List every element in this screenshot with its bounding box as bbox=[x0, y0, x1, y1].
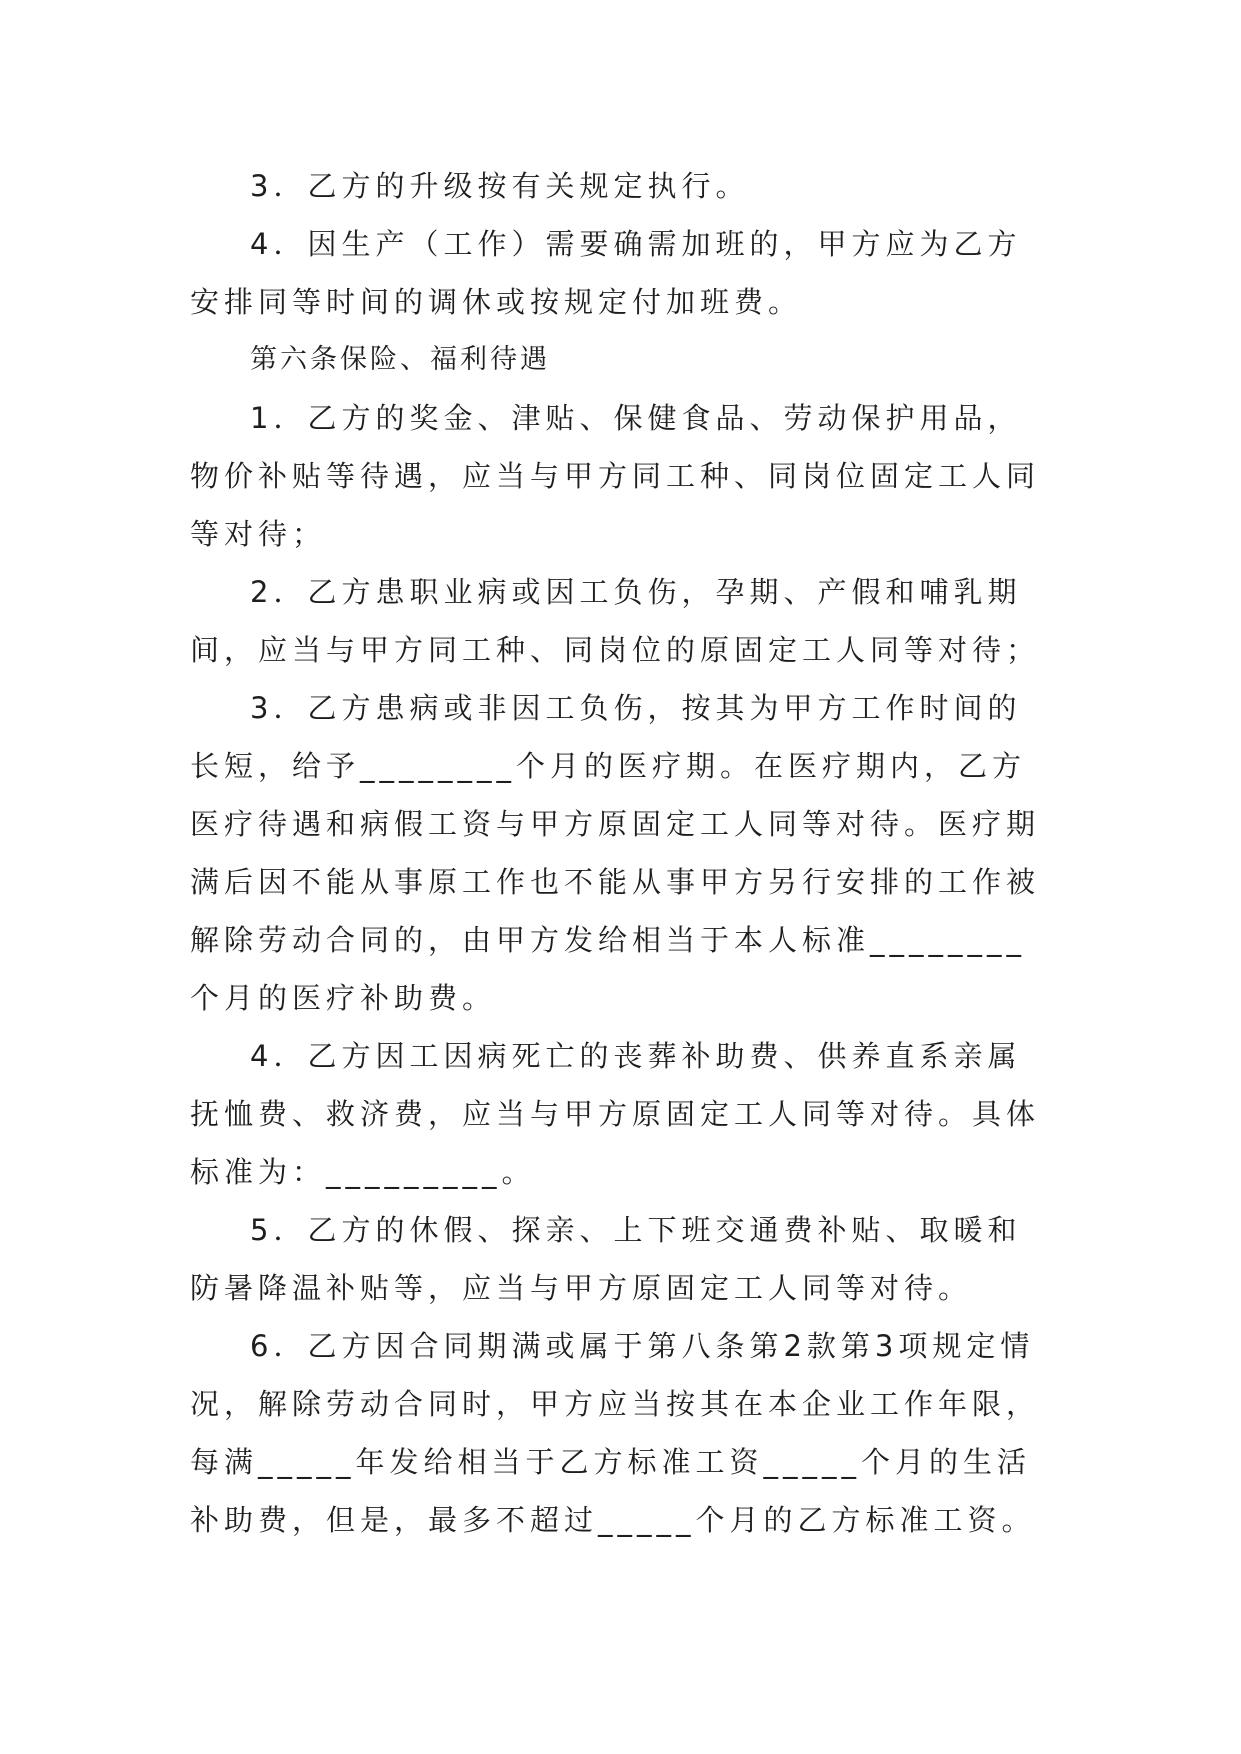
paragraph-item-5-leave-allowances: 5．乙方的休假、探亲、上下班交通费补贴、取暖和防暑降温补贴等，应当与甲方原固定工人同等对待。 bbox=[190, 1213, 1022, 1305]
paragraph-item-4-funeral-subsidy: 4．乙方因工因病死亡的丧葬补助费、供养直系亲属抚恤费、救济费，应当与甲方原固定工人同等对待。具体标准为：_________。 bbox=[190, 1039, 1041, 1189]
paragraph-item-2-occupational-disease: 2．乙方患职业病或因工负伤，孕期、产假和哺乳期间，应当与甲方同工种、同岗位的原固定工人同等对待； bbox=[190, 575, 1041, 667]
section-heading-article-6: 第六条保险、福利待遇 bbox=[250, 344, 550, 375]
paragraph-item-1-benefits: 1．乙方的奖金、津贴、保健食品、劳动保护用品，物价补贴等待遇，应当与甲方同工种、同岗位固定工人同等对待； bbox=[190, 401, 1041, 551]
paragraph-item-3-promotion: 3．乙方的升级按有关规定执行。 bbox=[250, 169, 750, 203]
paragraph-item-3-medical-period: 3．乙方患病或非因工负伤，按其为甲方工作时间的长短，给予________个月的医疗期。在医疗期内，乙方医疗待遇和病假工资与甲方原固定工人同等对待。医疗期满后因不能从事原工作也不能从事甲方另行安排的工作被解除劳动合同的，由甲方发给相当于本人标准________个月的医疗补助费。 bbox=[190, 691, 1041, 1015]
document-body bbox=[190, 157, 1055, 1549]
paragraph-item-4-overtime: 4．因生产（工作）需要确需加班的，甲方应为乙方安排同等时间的调休或按规定付加班费。 bbox=[190, 227, 1022, 319]
paragraph-item-6-living-subsidy: 6．乙方因合同期满或属于第八条第2款第3项规定情况，解除劳动合同时，甲方应当按其在本企业工作年限，每满_____年发给相当于乙方标准工资_____个月的生活补助费，但是，最多不超过_____个月的乙方标准工资。 bbox=[190, 1329, 1041, 1537]
